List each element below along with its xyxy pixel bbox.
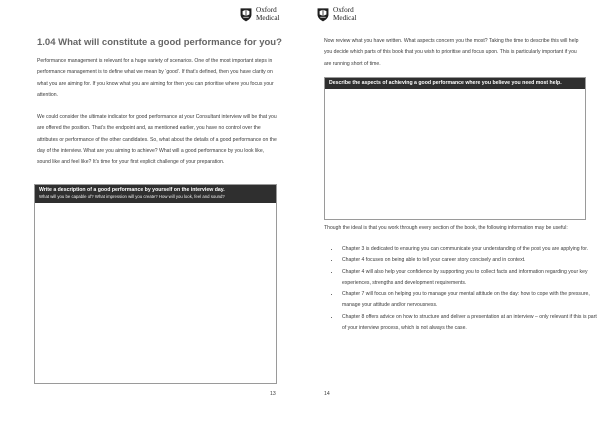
list-item: • Chapter 4 focuses on being able to tell your career story concisely and in context. [340,255,600,266]
review-paragraph: Now review what you have written. What aspects concern you the most? Taking the time to describe this will help you decide which parts of this book that you wish to prioritise and focus upon. This is particularly important if you are running short of time. [324,38,579,67]
logo-wordmark [256,7,280,22]
exercise-box-header [325,78,585,89]
info-paragraph: Though the ideal is that you work through every section of the book, the following information may be useful: [324,225,568,231]
exercise-box[interactable] [324,77,586,220]
list-item: • Chapter 3 is dedicated to ensuring you can communicate your understanding of the post you are applying for. [340,244,600,255]
logo-line-2: Medical [333,13,357,22]
logo-line-1: Oxford [333,6,354,15]
exercise-box-title: Write a description of a good performance by yourself on the interview day. [39,187,225,193]
exercise-box-header [35,185,276,203]
list-item: • Chapter 8 offers advice on how to structure and deliver a presentation at an interview – only relevant if this is part of your interview process, which is not always the case. [340,312,600,335]
section-heading: 1.04 What will constitute a good performance for you? [37,37,282,48]
page-number: 13 [270,391,276,397]
exercise-box-prompt: What will you be capable of? What impression will you create? How will you look, feel and sound? [39,194,225,199]
right-page [300,0,600,424]
list-item: • Chapter 4 will also help your confidence by supporting you to collect facts and information regarding your key experiences, strengths and development requirements. [340,267,600,290]
chapter-list [324,244,600,334]
intro-paragraph: Performance management is relevant for a huge variety of scenarios. One of the most important steps in performance management is to define what we mean by ‘good’. If that’s defined, then you have clarity on what you are aiming for. If you know what you are aiming for then you can prioritise where you focus your attention. [37,58,274,98]
exercise-box-title: Describe the aspects of achieving a good performance where you believe you need most help. [329,80,562,86]
body-paragraph: We could consider the ultimate indicator for good performance at your Consultant interview will be that you are offered the position. That’s the endpoint and, as mentioned earlier, you have no control over the attributes or performance of the other candidates. So, what about the details of a good performance on the day of the interview. What are you aiming to achieve? What will a good performance by you look like, sound like and feel like? It’s time for your first explicit challenge of your preparation. [37,114,277,166]
publisher-logo [316,7,357,22]
list-item: • Chapter 7 will focus on helping you to manage your mental attitude on the day: how to cope with the pressure, manage your attitude and/or nervousness. [340,289,600,312]
crest-icon [239,7,253,22]
logo-line-1: Oxford [256,6,277,15]
logo-line-2: Medical [256,13,280,22]
page-number: 14 [324,391,330,397]
logo-wordmark [333,7,357,22]
publisher-logo [239,7,280,22]
crest-icon [316,7,330,22]
exercise-box[interactable] [34,184,277,384]
